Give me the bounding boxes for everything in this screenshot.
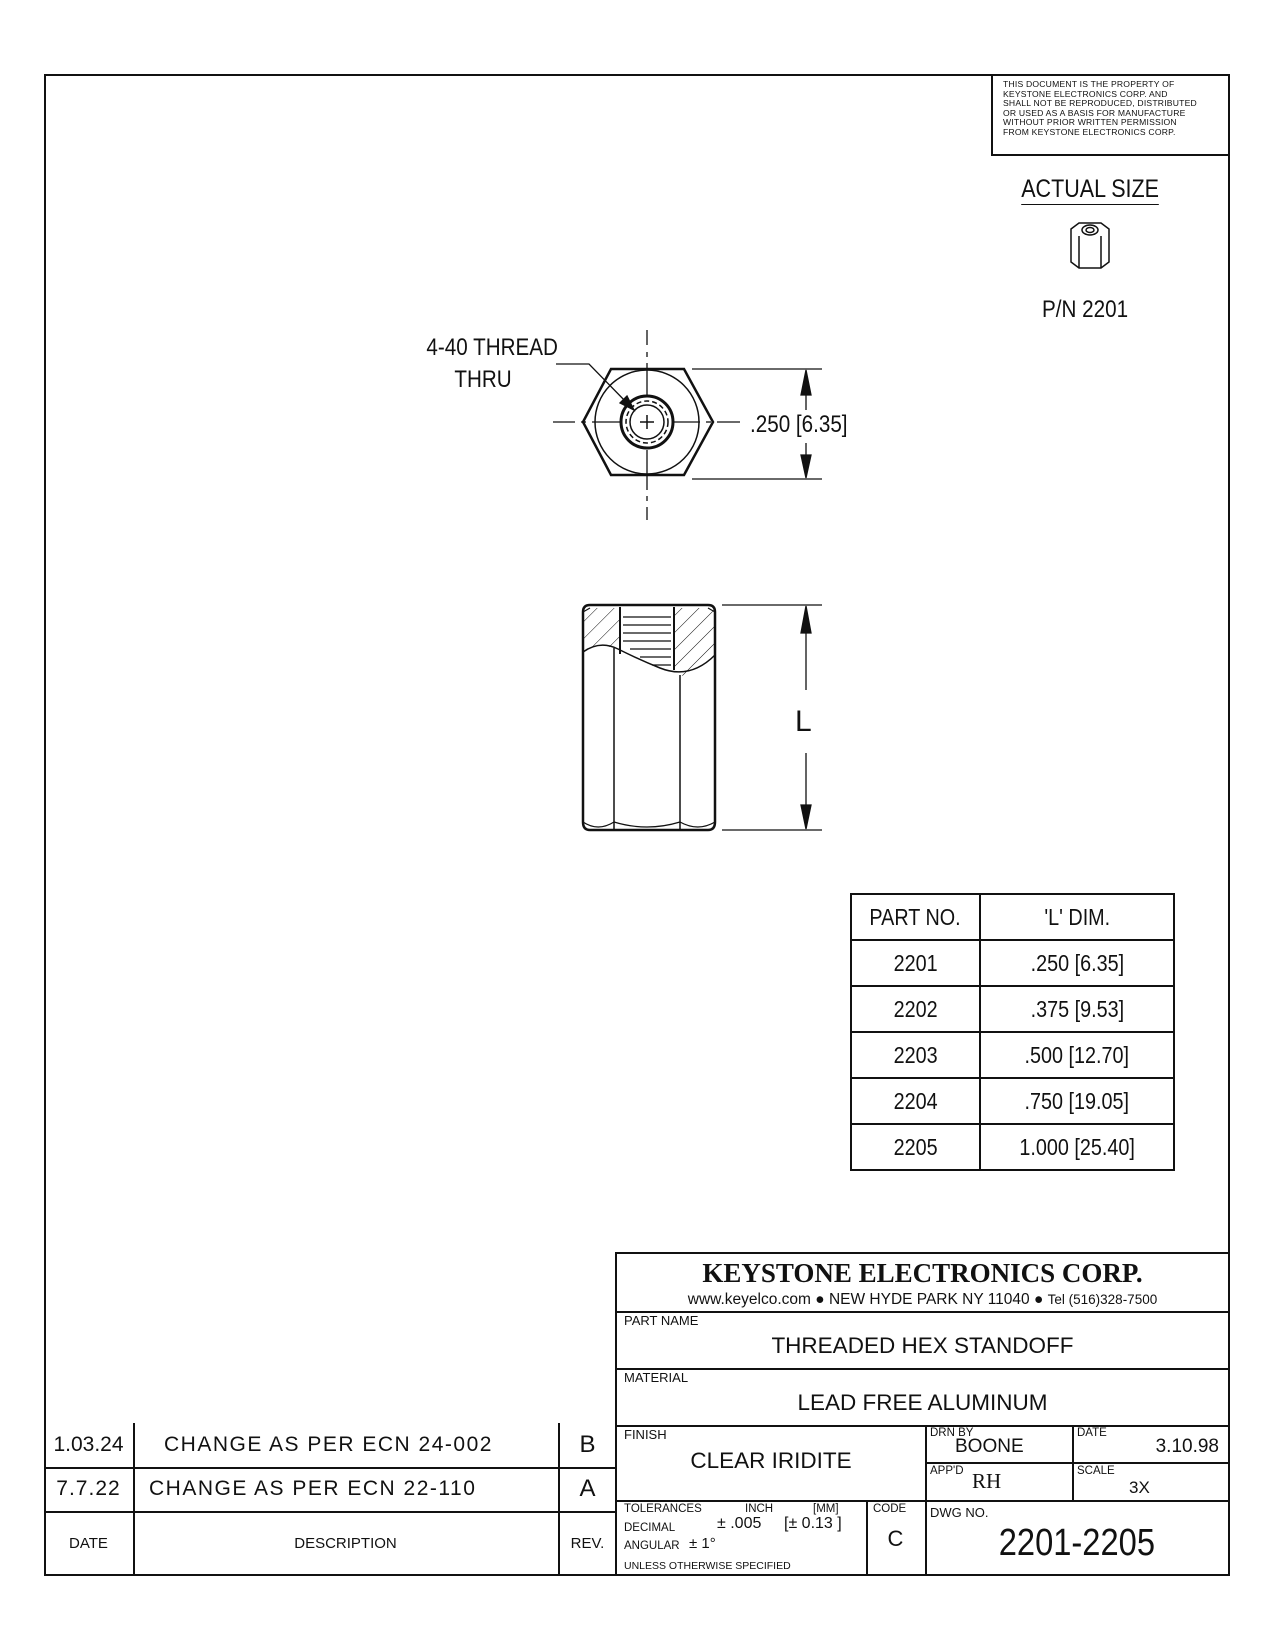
header-l-dim: 'L' DIM. <box>1044 903 1110 930</box>
company-website: www.keyelco.com <box>687 1291 811 1308</box>
part-number: 2201 <box>893 949 938 976</box>
finish-value: CLEAR IRIDITE <box>690 1448 852 1473</box>
bullet-icon: ● <box>815 1291 829 1308</box>
decimal-inch-tolerance: ± .005 <box>717 1515 762 1532</box>
revision-date: 1.03.24 <box>53 1433 124 1456</box>
bullet-icon: ● <box>1033 1291 1048 1308</box>
thread-label-line1: 4-40 THREAD <box>426 334 558 361</box>
width-dimension-label: .250 [6.35] <box>750 411 848 438</box>
angular-tolerance: ± 1° <box>689 1535 716 1552</box>
l-dimension: .500 [12.70] <box>1024 1041 1130 1068</box>
l-dimension: .750 [19.05] <box>1024 1087 1130 1114</box>
company-name: KEYSTONE ELECTRONICS CORP. <box>702 1258 1143 1288</box>
l-dimension: 1.000 [25.40] <box>1019 1133 1135 1160</box>
notice-line: KEYSTONE ELECTRONICS CORP. AND <box>1003 88 1168 99</box>
revision-rev-header: REV. <box>570 1535 605 1552</box>
notice-line: FROM KEYSTONE ELECTRONICS CORP. <box>1003 126 1176 137</box>
part-name: THREADED HEX STANDOFF <box>771 1333 1074 1358</box>
company-phone: Tel (516)328-7500 <box>1047 1292 1158 1307</box>
drawing-number: 2201-2205 <box>998 1522 1155 1564</box>
length-dimension-label: L <box>795 705 812 738</box>
thread-label-line2: THRU <box>454 366 512 393</box>
parts-table <box>850 893 1175 1171</box>
approved-label: APP'D <box>930 1465 964 1477</box>
part-name-label: PART NAME <box>624 1313 699 1328</box>
part-number: 2205 <box>893 1133 938 1160</box>
company-address: NEW HYDE PARK NY 11040 <box>828 1291 1030 1308</box>
decimal-label: DECIMAL <box>624 1522 676 1534</box>
l-dimension: .250 [6.35] <box>1030 949 1124 976</box>
revision-description-header: DESCRIPTION <box>294 1535 397 1552</box>
revision-description: CHANGE AS PER ECN 24-002 <box>164 1433 493 1456</box>
actual-size-label: ACTUAL SIZE <box>1021 175 1160 203</box>
decimal-mm-tolerance: [± 0.13 ] <box>784 1515 842 1532</box>
notice-line: WITHOUT PRIOR WRITTEN PERMISSION <box>1003 117 1177 128</box>
date-label: DATE <box>1077 1427 1107 1439</box>
part-number: 2204 <box>893 1087 938 1114</box>
date-value: 3.10.98 <box>1155 1436 1219 1457</box>
revision-date: 7.7.22 <box>56 1477 121 1500</box>
drawn-by-label: DRN BY <box>930 1427 974 1439</box>
table-row <box>851 986 1174 1032</box>
part-number: 2203 <box>893 1041 938 1068</box>
table-row <box>851 1124 1174 1170</box>
title-block <box>615 1252 1230 1576</box>
tolerances-label: TOLERANCES <box>624 1503 702 1515</box>
mm-label: [MM] <box>813 1503 839 1515</box>
notice-line: THIS DOCUMENT IS THE PROPERTY OF <box>1003 79 1175 89</box>
scale-value: 3X <box>1129 1478 1150 1497</box>
dwg-no-label: DWG NO. <box>930 1505 989 1520</box>
actual-size-part-number: P/N 2201 <box>1041 296 1129 323</box>
parts-table-header <box>851 894 1174 940</box>
l-dimension: .375 [9.53] <box>1030 995 1124 1022</box>
revision-letter: A <box>579 1475 596 1502</box>
notice-line: SHALL NOT BE REPRODUCED, DISTRIBUTED <box>1003 98 1197 109</box>
material-label: MATERIAL <box>624 1370 689 1385</box>
header-part-no: PART NO. <box>869 903 962 930</box>
revision-date-header: DATE <box>69 1535 108 1552</box>
angular-label: ANGULAR <box>624 1540 680 1552</box>
notice-line: OR USED AS A BASIS FOR MANUFACTURE <box>1003 107 1186 118</box>
revision-letter: B <box>579 1431 596 1458</box>
code-value: C <box>887 1526 904 1551</box>
material-value: LEAD FREE ALUMINUM <box>797 1390 1048 1415</box>
company-contact <box>617 1291 1228 1309</box>
code-label: CODE <box>873 1503 907 1515</box>
drawn-by-value: BOONE <box>955 1436 1024 1457</box>
scale-label: SCALE <box>1077 1465 1115 1477</box>
revision-description: CHANGE AS PER ECN 22-110 <box>149 1477 477 1500</box>
table-row <box>851 940 1174 986</box>
part-number: 2202 <box>893 995 938 1022</box>
inch-label: INCH <box>745 1503 774 1515</box>
ownership-notice <box>991 74 1230 156</box>
table-row <box>851 1032 1174 1078</box>
revision-block <box>44 1423 617 1576</box>
approved-value: RH <box>972 1469 1002 1493</box>
table-row <box>851 1078 1174 1124</box>
finish-label: FINISH <box>624 1427 667 1442</box>
unless-specified-label: UNLESS OTHERWISE SPECIFIED <box>624 1560 791 1572</box>
